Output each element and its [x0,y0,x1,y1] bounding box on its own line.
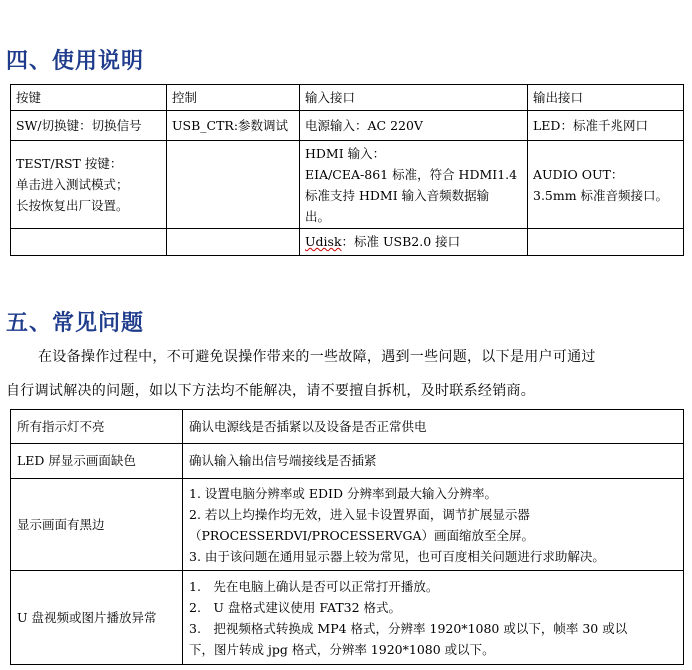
header-control: 控制 [167,85,300,111]
cell-sw-key: SW/切换键：切换信号 [11,111,167,141]
faq-problem: 所有指示灯不亮 [11,410,183,444]
text-line: AUDIO OUT： [533,166,624,182]
text-line: HDMI 输入： [305,145,386,161]
cell-empty [167,229,300,256]
cell-test-rst-key [11,141,167,229]
faq-solution: 确认输入输出信号端接线是否插紧 [183,444,684,479]
usage-table [10,84,684,256]
solution-step: 2. U 盘格式建议使用 FAT32 格式。 [189,599,402,615]
faq-problem: 显示画面有黑边 [11,479,183,571]
solution-step: 1. 设置电脑分辨率或 EDID 分辨率到最大输入分辨率。 [189,485,497,501]
text-line: 3.5mm 标准音频接口。 [533,187,669,203]
cell-empty [528,229,684,256]
solution-step: 3. 由于该问题在通用显示器上较为常见，也可百度相关问题进行求助解决。 [189,548,605,564]
text-line: TEST/RST 按键： [16,156,123,171]
faq-problem: U 盘视频或图片播放异常 [11,571,183,665]
header-keys: 按键 [11,85,167,111]
header-output: 输出接口 [528,85,684,111]
solution-step: 下，图片转成 jpg 格式，分辨率 1920*1080 或以下。 [189,641,495,657]
faq-row [11,444,684,479]
faq-intro-line-1: 在设备操作过程中，不可避免误操作带来的一些故障，遇到一些问题，以下是用户可通过 [38,349,596,365]
cell-empty [11,229,167,256]
solution-step: 1. 先在电脑上确认是否可以正常打开播放。 [189,578,439,594]
solution-step: 3. 把视频格式转换成 MP4 格式，分辨率 1920*1080 或以下，帧率 30 或以 [189,620,628,636]
cell-hdmi-input [300,141,528,229]
header-input: 输入接口 [300,85,528,111]
cell-power-input: 电源输入：AC 220V [300,111,528,141]
faq-table [10,409,684,665]
solution-step: （PROCESSERDVI/PROCESSERVGA）画面缩放至全屏。 [189,527,534,543]
udisk-description: ：标准 USB2.0 接口 [341,234,461,249]
faq-intro-line-2: 自行调试解决的问题，如以下方法均不能解决，请不要擅自拆机，及时联系经销商。 [6,383,536,399]
faq-row [11,571,684,665]
section-4-heading: 四、使用说明 [6,49,145,74]
cell-led-output: LED：标准千兆网口 [528,111,684,141]
text-line: 出。 [305,208,331,224]
cell-usb-ctr: USB_CTR:参数调试 [167,111,300,141]
faq-solution [183,479,684,571]
section-5-heading: 五、常见问题 [6,311,145,336]
text-line: 长按恢复出厂设置。 [16,198,129,213]
faq-solution [183,571,684,665]
faq-row [11,479,684,571]
cell-audio-output [528,141,684,229]
text-line: 单击进入测试模式； [16,177,129,192]
faq-row [11,410,684,444]
faq-problem: LED 屏显示画面缺色 [11,444,183,479]
text-line: EIA/CEA-861 标准，符合 HDMI1.4 [305,166,518,182]
usage-table-header-row [11,85,684,111]
usage-table-row [11,111,684,141]
text-line: 标准支持 HDMI 输入音频数据输 [305,187,490,203]
udisk-label: Udisk [305,234,342,249]
usage-table-row [11,229,684,256]
cell-udisk-input [300,229,528,256]
cell-empty [167,141,300,229]
usage-table-row [11,141,684,229]
faq-solution: 确认电源线是否插紧以及设备是否正常供电 [183,410,684,444]
solution-step: 2. 若以上均操作均无效，进入显卡设置界面，调节扩展显示器 [189,506,530,522]
